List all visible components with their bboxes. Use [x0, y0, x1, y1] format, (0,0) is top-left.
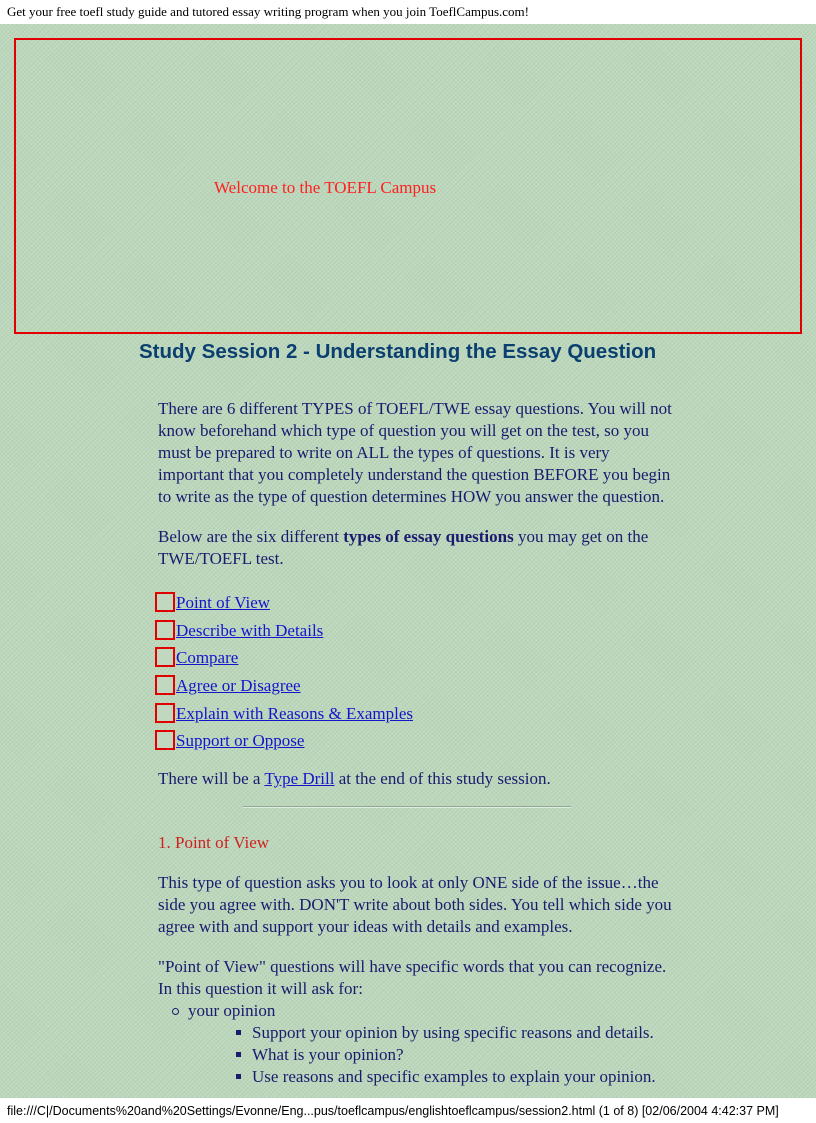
section-title: 1. Point of View	[158, 833, 270, 852]
bullet-image-icon	[155, 675, 175, 695]
link-agree-or-disagree[interactable]: Agree or Disagree	[176, 676, 301, 696]
link-explain-with-reasons[interactable]: Explain with Reasons & Examples	[176, 703, 414, 723]
bullet-image-icon	[155, 620, 175, 640]
example-item: Support your opinion by using specific reasons and details.	[236, 1022, 678, 1044]
divider	[243, 806, 571, 808]
welcome-banner	[14, 38, 802, 334]
section-paragraph-2: "Point of View" questions will have specific words that you can recognize. In this question it will ask for:	[158, 957, 667, 998]
banner-text: Welcome to the TOEFL Campus	[214, 178, 437, 197]
promo-text: Get your free toefl study guide and tutored essay writing program when you join ToeflCampus.com!	[7, 4, 529, 19]
types-emphasis: types of essay questions	[343, 527, 514, 546]
example-item: What is your opinion?	[236, 1044, 678, 1066]
type-item-agree	[155, 671, 678, 699]
bullet-image-icon	[155, 592, 175, 612]
link-point-of-view[interactable]: Point of View	[176, 593, 271, 612]
section-paragraph-1: This type of question asks you to look at only ONE side of the issue…the side you agree with. DON'T write about both sides. You tell which side you agree with and support your ideas with details and examples.	[158, 873, 672, 936]
types-intro-paragraph: Below are the six different types of essay questions you may get on the TWE/TOEFL test.	[158, 527, 649, 568]
type-item-compare	[155, 643, 678, 671]
type-item-explain	[155, 699, 678, 727]
link-support-or-oppose[interactable]: Support or Oppose	[176, 731, 305, 751]
section-point-of-view	[158, 832, 678, 1088]
link-describe-with-details[interactable]: Describe with Details	[176, 620, 324, 640]
type-item-describe	[155, 616, 678, 644]
bullet-image-icon	[155, 647, 175, 667]
intro-paragraph: There are 6 different TYPES of TOEFL/TWE essay questions. You will not know beforehand which type of question you will get on the test, so you must be prepared to write on ALL the types of questions. It is very important that you completely understand the question BEFORE you begin to write as the type of question determines HOW you answer the question.	[158, 399, 672, 506]
type-item-support	[155, 726, 678, 754]
file-path-footer	[0, 1098, 816, 1123]
type-item-point-of-view	[155, 588, 678, 616]
file-path-text: file:///C|/Documents%20and%20Settings/Evonne/Eng...pus/toeflcampus/englishtoeflcampus/session2.html (1 of 8) [02/06/2004 4:42:37 PM]	[7, 1104, 779, 1118]
intro-section	[158, 398, 678, 808]
bullet-image-icon	[155, 703, 175, 723]
keyword-list	[158, 1000, 678, 1088]
type-drill-link[interactable]: Type Drill	[264, 769, 335, 789]
keyword-item: your opinion Support your opinion by using specific reasons and details. What is your opinion? Use reasons and specific examples to explain your opinion.	[172, 1000, 678, 1088]
link-compare[interactable]: Compare	[176, 648, 239, 668]
page-title: Study Session 2 - Understanding the Essay Question	[139, 340, 657, 363]
drill-paragraph: There will be a Type Drill at the end of this study session.	[158, 769, 551, 789]
essay-types-list	[155, 588, 678, 754]
example-item: Use reasons and specific examples to explain your opinion.	[236, 1066, 678, 1088]
bullet-image-icon	[155, 730, 175, 750]
top-promo-bar	[0, 0, 816, 24]
example-list	[188, 1022, 678, 1088]
